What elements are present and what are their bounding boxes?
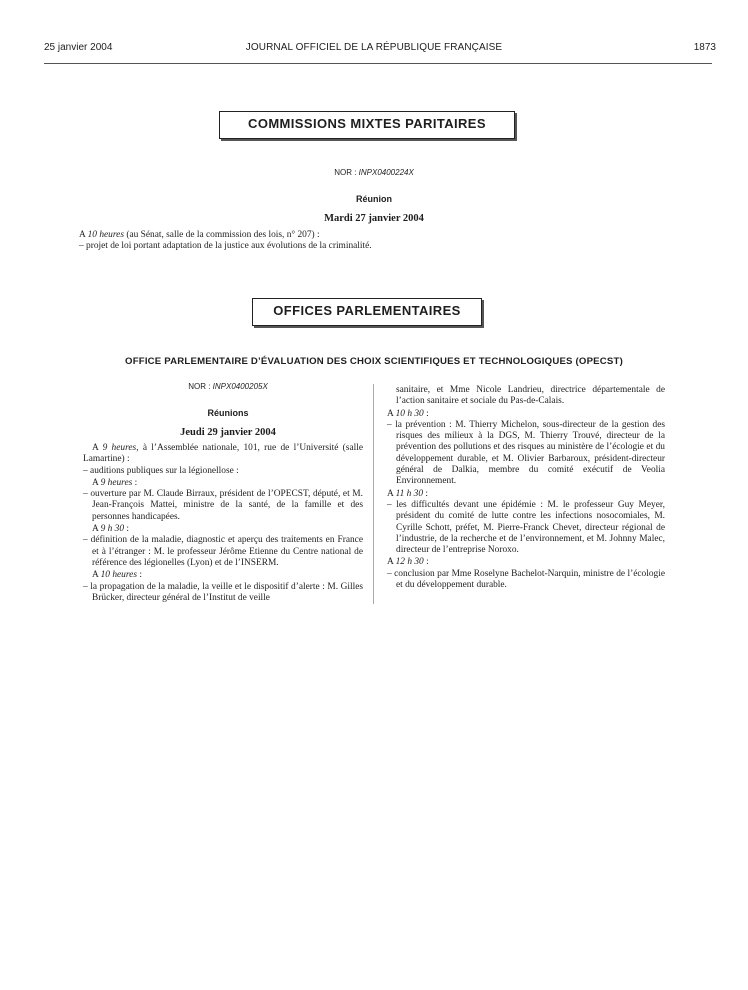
nor-line-2 <box>83 382 373 391</box>
time-label: A 10 h 30 : <box>387 408 429 419</box>
column-divider <box>373 384 374 604</box>
time-label: A 9 h 30 : <box>92 524 129 535</box>
journal-title: JOURNAL OFFICIEL DE LA RÉPUBLIQUE FRANÇAISE <box>245 42 503 53</box>
left-column <box>83 443 363 604</box>
section1-date: Mardi 27 janvier 2004 <box>324 213 424 224</box>
section-title-commissions: COMMISSIONS MIXTES PARITAIRES <box>219 111 515 139</box>
header-rule <box>44 63 712 64</box>
office-heading: OFFICE PARLEMENTAIRE D’ÉVALUATION DES CHOIX SCIENTIFIQUES ET TECHNOLOGIQUES (OPECST) <box>125 356 623 367</box>
time-label: A 10 heures : <box>92 570 142 581</box>
agenda-item: – la prévention : M. Thierry Michelon, sous-directeur de la gestion des risques des milieux à la DGS, M. Thierry Trouvé, directeur de la prévention des pollutions et des risques au ministère de l’écologie et du développement durable, et M. Olivier Barbaroux, président-directeur général de Dalkia, membre du comité exécutif de Veolia Environnement. <box>387 419 665 487</box>
agenda-item: – définition de la maladie, diagnostic et aperçu des traitements en France et à l’étranger : M. le professeur Jérôme Etienne du Centre national de référence des légionelles (Lyon) et de l’INSERM. <box>83 535 363 568</box>
nor-line-1 <box>0 168 748 177</box>
page-number: 1873 <box>693 42 716 53</box>
section1-body <box>79 230 659 253</box>
meeting-time-line: A 10 heures (au Sénat, salle de la commission des lois, n° 207) : <box>79 230 320 240</box>
agenda-item: – la propagation de la maladie, la veille et le dispositif d’alerte : M. Gilles Brücker, directeur général de l’Institut de veille <box>83 581 363 603</box>
time-label: A 11 h 30 : <box>387 488 428 499</box>
time-label: A 12 h 30 : <box>387 557 429 568</box>
nor-code: INPX0400205X <box>212 382 268 391</box>
section2-subtitle: Réunions <box>207 408 249 418</box>
nor-label: NOR : <box>188 382 211 391</box>
nor-label: NOR : <box>334 168 357 177</box>
nor-code: INPX0400224X <box>358 168 414 177</box>
section2-date: Jeudi 29 janvier 2004 <box>180 427 276 438</box>
agenda-item: – les difficultés devant une épidémie : M. le professeur Guy Meyer, président du comité de lutte contre les infections nosocomiales, M. Cyrille Schott, préfet, M. Pierre-Franck Chevet, directeur régional de l’industrie, de la recherche et de l’environnement, et M. Johnny Malec, directeur de l’entreprise Noroxo. <box>387 499 665 556</box>
section1-subtitle: Réunion <box>356 194 392 204</box>
intro-line: A 9 heures, à l’Assemblée nationale, 101, rue de l’Université (salle Lamartine) : <box>83 443 363 465</box>
section-title-offices: OFFICES PARLEMENTAIRES <box>252 298 482 326</box>
right-column <box>387 385 665 591</box>
time-label: A 9 heures : <box>92 477 138 488</box>
header-date: 25 janvier 2004 <box>44 42 113 53</box>
agenda-item: – projet de loi portant adaptation de la justice aux évolutions de la criminalité. <box>79 241 372 252</box>
agenda-item: – ouverture par M. Claude Birraux, président de l’OPECST, député, et M. Jean-François Mattei, ministre de la santé, de la famille et des personnes handicapées. <box>83 489 363 522</box>
agenda-item-continued: sanitaire, et Mme Nicole Landrieu, directrice départementale de l’action sanitaire et sociale du Pas-de-Calais. <box>396 385 665 407</box>
agenda-item: – conclusion par Mme Roselyne Bachelot-Narquin, ministre de l’écologie et du développement durable. <box>387 568 665 591</box>
agenda-item: – auditions publiques sur la légionellose : <box>83 465 239 476</box>
